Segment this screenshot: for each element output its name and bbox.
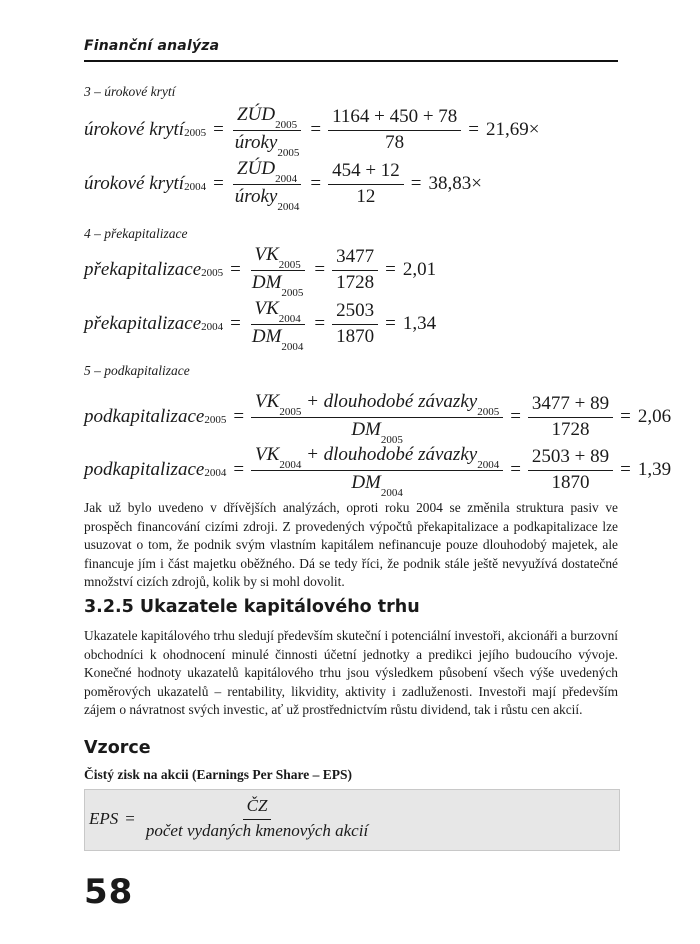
denominator-var: DM: [251, 325, 282, 347]
eq-lhs: překapitalizace: [84, 312, 202, 334]
equals-sign: =: [310, 118, 322, 140]
eps-fraction: [142, 796, 372, 841]
numeric-numerator: 3477 + 89: [528, 393, 613, 418]
equals-sign: =: [314, 258, 326, 280]
denominator-var: DM: [251, 271, 282, 293]
section-heading-3-2-5: 3.2.5 Ukazatele kapitálového trhu: [84, 597, 420, 617]
denominator-var: DM: [351, 471, 381, 493]
eq-lhs-sub: 2005: [184, 126, 207, 139]
equation-eps: [89, 796, 372, 841]
label-prekapitalizace: 4 – překapitalizace: [84, 226, 188, 241]
equals-sign: =: [314, 312, 326, 334]
symbolic-fraction: [251, 391, 503, 446]
paragraph-conclusion: Jak už bylo uvedeno v dřívějších analýzách, oproti roku 2004 se změnila struktura pasiv ve prospěch financování cizími zdroji. Z provedených výpočtů překapitalizace a podkapitalizace lze usuzovat o tom, že podnik svým vlastním kapitálem nefinancuje pouze dlouhodobý majetek, ale financuje jím i část majetku oběžného. Dá se tedy říci, že podnik stále ještě nevyužívá dostatečné množství cizích zdrojů, kolik by si mohl dovolit.: [84, 500, 618, 590]
equation-podkapitalizace-2005: [84, 391, 672, 446]
header-rule: [84, 60, 618, 62]
numeric-fraction: [328, 106, 461, 154]
eq-lhs: podkapitalizace: [84, 458, 205, 480]
eq-lhs-sub: 2004: [201, 320, 224, 333]
equals-sign: =: [620, 405, 631, 427]
running-head: Finanční analýza: [84, 38, 220, 54]
numeric-fraction: [528, 446, 613, 494]
eq-lhs-sub: 2005: [201, 266, 224, 279]
numerator-sub: 2004: [275, 172, 298, 185]
numeric-numerator: 1164 + 450 + 78: [328, 106, 461, 131]
numerator-sub2: 2004: [477, 458, 500, 471]
equation-result: 1,34: [402, 312, 437, 334]
numerator-sub: 2005: [278, 258, 301, 271]
denominator-sub: 2005: [380, 433, 403, 446]
numeric-fraction: [332, 300, 378, 348]
denominator-var: úroky: [234, 185, 278, 207]
equals-sign: =: [410, 172, 422, 194]
eq-lhs-sub: 2004: [204, 466, 227, 479]
numerator-var: ZÚD: [237, 158, 276, 179]
numeric-numerator: 2503 + 89: [528, 446, 613, 471]
equals-sign: =: [213, 118, 224, 140]
equation-result: 21,69×: [486, 118, 540, 140]
equals-sign: =: [230, 312, 241, 334]
eq-lhs: úrokové krytí: [84, 172, 185, 194]
equation-podkapitalizace-2004: [84, 444, 672, 499]
symbolic-fraction: [248, 244, 308, 299]
equation-urokove-kryti-2005: [84, 104, 540, 159]
numeric-numerator: 454 + 12: [328, 160, 404, 185]
equals-sign: =: [385, 258, 396, 280]
symbolic-fraction: [251, 444, 503, 499]
equation-result: 38,83×: [428, 172, 482, 194]
numerator-sub: 2005: [279, 405, 302, 418]
eq-lhs: podkapitalizace: [84, 405, 205, 427]
equals-sign: =: [385, 312, 396, 334]
equals-sign: =: [620, 458, 631, 480]
numeric-denominator: 1728: [336, 271, 375, 293]
numerator-var: ZÚD: [237, 104, 276, 125]
numerator-var: VK: [254, 298, 279, 319]
equals-sign: =: [233, 458, 245, 480]
eps-numerator: ČZ: [243, 796, 272, 820]
eq-lhs-sub: 2005: [204, 413, 227, 426]
equation-result: 2,01: [402, 258, 437, 280]
numerator-sub2: 2005: [477, 405, 500, 418]
numeric-denominator: 1728: [551, 418, 590, 440]
subheading-eps: Čistý zisk na akcii (Earnings Per Share – EPS): [84, 767, 353, 782]
denominator-sub: 2005: [281, 286, 304, 299]
numeric-denominator: 12: [356, 185, 376, 207]
equals-sign: =: [233, 405, 245, 427]
numeric-fraction: [332, 246, 378, 294]
denominator-sub: 2004: [380, 486, 403, 499]
numerator-sub: 2004: [278, 312, 301, 325]
equals-sign: =: [510, 405, 521, 427]
denominator-sub: 2005: [277, 146, 300, 159]
denominator-sub: 2004: [277, 200, 300, 213]
eps-lhs: EPS: [89, 808, 119, 828]
equation-result: 1,39: [637, 458, 672, 480]
numeric-denominator: 78: [385, 131, 405, 153]
eq-lhs: úrokové krytí: [84, 118, 185, 140]
numerator-plus-term: + dlouhodobé závazky: [306, 391, 478, 412]
label-podkapitalizace: 5 – podkapitalizace: [84, 363, 190, 378]
equals-sign: =: [310, 172, 322, 194]
equation-prekapitalizace-2005: [84, 244, 437, 299]
equals-sign: =: [230, 258, 241, 280]
page-number: 58: [84, 872, 134, 912]
equation-urokove-kryti-2004: [84, 158, 482, 213]
numerator-sub: 2005: [275, 118, 298, 131]
formula-box-eps: [84, 789, 620, 851]
label-urokove-kryti: 3 – úrokové krytí: [84, 84, 176, 99]
paragraph-capital-market: Ukazatele kapitálového trhu sledují především skuteční i potenciální investoři, akcionáři a burzovní obchodníci k ohodnocení minulé činnosti účetní jednotky a predikci jejího budoucího vývoje. Konečné hodnoty ukazatelů kapitálového trhu jsou výsledkem působení všech výše uvedených poměrových ukazatelů – rentability, likvidity, aktivity i zadluženosti. Investoři mají především zájem o návratnost svých investic, ať už prostřednictvím růstu dividend, tak i růstu cen akcií.: [84, 628, 618, 718]
numeric-fraction: [528, 393, 613, 441]
numerator-var: VK: [255, 444, 280, 465]
equals-sign: =: [125, 808, 135, 828]
heading-vzorce: Vzorce: [84, 738, 151, 758]
equals-sign: =: [468, 118, 480, 140]
symbolic-fraction: [231, 158, 304, 213]
eq-lhs-sub: 2004: [184, 180, 207, 193]
numeric-denominator: 1870: [336, 325, 375, 347]
symbolic-fraction: [231, 104, 304, 159]
numeric-numerator: 3477: [332, 246, 378, 271]
numeric-denominator: 1870: [551, 471, 590, 493]
symbolic-fraction: [248, 298, 308, 353]
equation-result: 2,06: [637, 405, 672, 427]
denominator-sub: 2004: [281, 340, 304, 353]
numerator-var: VK: [254, 244, 279, 265]
numerator-plus-term: + dlouhodobé závazky: [306, 444, 478, 465]
equals-sign: =: [510, 458, 521, 480]
equation-prekapitalizace-2004: [84, 298, 437, 353]
numeric-fraction: [328, 160, 404, 208]
denominator-var: úroky: [234, 131, 278, 153]
numerator-var: VK: [255, 391, 280, 412]
numeric-numerator: 2503: [332, 300, 378, 325]
numerator-sub: 2004: [279, 458, 302, 471]
eq-lhs: překapitalizace: [84, 258, 202, 280]
denominator-var: DM: [351, 418, 381, 440]
equals-sign: =: [213, 172, 224, 194]
eps-denominator: počet vydaných kmenových akcií: [145, 821, 369, 840]
